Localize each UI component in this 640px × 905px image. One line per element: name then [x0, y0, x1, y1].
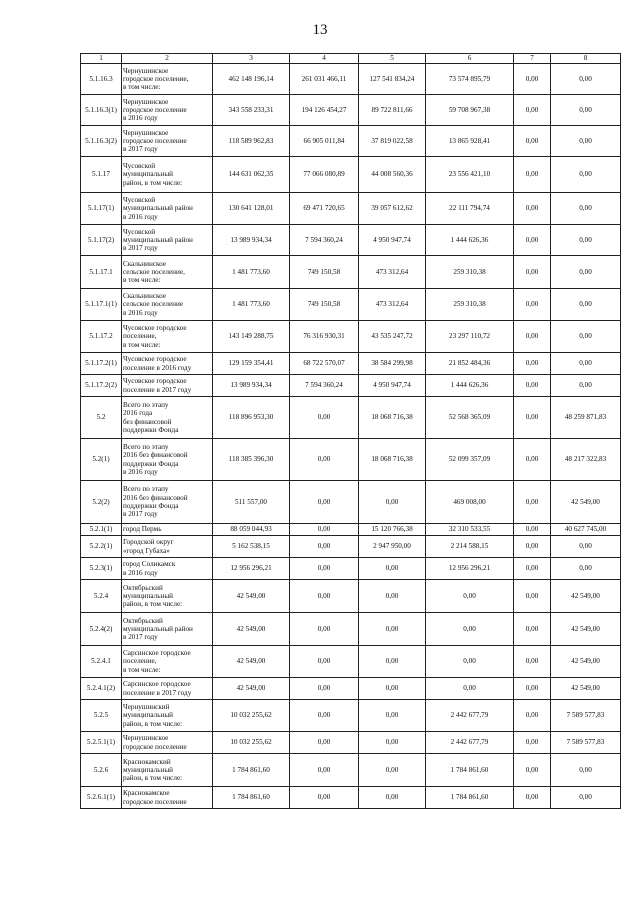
table-row [81, 289, 621, 321]
cell-col8: 40 627 745,00 [551, 524, 621, 536]
cell-col7: 0,00 [514, 64, 551, 95]
cell-col5: 18 068 716,38 [359, 397, 426, 439]
row-code: 5.1.17.1 [81, 256, 122, 289]
cell-col5: 4 950 947,74 [359, 225, 426, 256]
cell-col4: 0,00 [290, 678, 359, 700]
cell-col8: 0,00 [551, 787, 621, 809]
cell-col4: 76 316 930,31 [290, 321, 359, 353]
table-row [81, 256, 621, 289]
cell-col7: 0,00 [514, 754, 551, 787]
row-name: Скальнинское сельское поселение, в том числе: [122, 256, 213, 289]
cell-col7: 0,00 [514, 353, 551, 375]
row-code: 5.1.17(2) [81, 225, 122, 256]
cell-col7: 0,00 [514, 787, 551, 809]
cell-col5: 18 068 716,38 [359, 439, 426, 481]
table-row [81, 397, 621, 439]
cell-col3: 1 784 861,60 [213, 787, 290, 809]
table-row [81, 321, 621, 353]
row-name: Чусовское городское поселение в 2016 году [122, 353, 213, 375]
cell-col5: 0,00 [359, 580, 426, 613]
cell-col3: 10 032 255,62 [213, 700, 290, 732]
row-code: 5.2.4(2) [81, 613, 122, 646]
cell-col4: 0,00 [290, 613, 359, 646]
cell-col6: 0,00 [426, 580, 514, 613]
cell-col7: 0,00 [514, 256, 551, 289]
row-code: 5.2.5.1(1) [81, 732, 122, 754]
table-row [81, 678, 621, 700]
cell-col7: 0,00 [514, 397, 551, 439]
row-name: Сарсинское городское поселение в 2017 году [122, 678, 213, 700]
row-name: Сарсинское городское поселение, в том числе: [122, 646, 213, 678]
table-row [81, 754, 621, 787]
table-row [81, 732, 621, 754]
row-code: 5.1.17.2 [81, 321, 122, 353]
cell-col4: 0,00 [290, 700, 359, 732]
cell-col3: 143 149 288,75 [213, 321, 290, 353]
cell-col6: 0,00 [426, 613, 514, 646]
cell-col3: 118 385 396,30 [213, 439, 290, 481]
cell-col4: 194 126 454,27 [290, 95, 359, 126]
table-row [81, 225, 621, 256]
cell-col3: 129 159 354,41 [213, 353, 290, 375]
cell-col6: 73 574 895,79 [426, 64, 514, 95]
cell-col5: 39 057 612,62 [359, 193, 426, 225]
cell-col3: 1 481 773,60 [213, 256, 290, 289]
column-header: 8 [551, 54, 621, 64]
cell-col7: 0,00 [514, 678, 551, 700]
cell-col5: 38 584 299,98 [359, 353, 426, 375]
row-name: Чусовской муниципальный район в 2017 году [122, 225, 213, 256]
cell-col3: 1 784 861,60 [213, 754, 290, 787]
cell-col8: 42 549,00 [551, 646, 621, 678]
cell-col3: 1 481 773,60 [213, 289, 290, 321]
cell-col8: 0,00 [551, 289, 621, 321]
row-code: 5.1.17(1) [81, 193, 122, 225]
cell-col3: 42 549,00 [213, 613, 290, 646]
row-name: Чернушинское городское поселение в 2016 году [122, 95, 213, 126]
row-name: Скальнинское сельское поселение в 2016 году [122, 289, 213, 321]
cell-col3: 118 589 962,83 [213, 126, 290, 157]
row-name: Краснокамское городское поселение [122, 787, 213, 809]
table-row [81, 558, 621, 580]
row-name: Краснокамский муниципальный район, в том числе: [122, 754, 213, 787]
cell-col7: 0,00 [514, 524, 551, 536]
cell-col7: 0,00 [514, 439, 551, 481]
cell-col7: 0,00 [514, 289, 551, 321]
cell-col8: 0,00 [551, 375, 621, 397]
cell-col6: 469 008,00 [426, 481, 514, 524]
table-row [81, 580, 621, 613]
table-row [81, 64, 621, 95]
cell-col4: 0,00 [290, 754, 359, 787]
cell-col8: 0,00 [551, 157, 621, 193]
row-name: Чернушинское городское поселение, в том числе: [122, 64, 213, 95]
cell-col6: 259 310,38 [426, 289, 514, 321]
cell-col4: 749 150,58 [290, 289, 359, 321]
row-code: 5.2.4 [81, 580, 122, 613]
row-name: Чернушинское городское поселение в 2017 году [122, 126, 213, 157]
row-name: Октябрьский муниципальный район, в том числе: [122, 580, 213, 613]
cell-col8: 48 259 871,83 [551, 397, 621, 439]
cell-col8: 42 549,00 [551, 678, 621, 700]
cell-col6: 12 956 296,21 [426, 558, 514, 580]
row-name: Чернушинское городское поселение [122, 732, 213, 754]
cell-col3: 42 549,00 [213, 646, 290, 678]
cell-col4: 77 066 080,89 [290, 157, 359, 193]
cell-col4: 0,00 [290, 536, 359, 558]
cell-col5: 0,00 [359, 700, 426, 732]
cell-col4: 7 594 360,24 [290, 375, 359, 397]
cell-col4: 66 905 011,84 [290, 126, 359, 157]
table-header-row [81, 54, 621, 64]
cell-col5: 2 947 950,00 [359, 536, 426, 558]
cell-col6: 1 784 861,60 [426, 787, 514, 809]
cell-col5: 37 819 022,58 [359, 126, 426, 157]
cell-col8: 48 217 322,83 [551, 439, 621, 481]
table-row [81, 126, 621, 157]
row-code: 5.2.6.1(1) [81, 787, 122, 809]
table-row [81, 193, 621, 225]
cell-col3: 118 896 953,30 [213, 397, 290, 439]
cell-col4: 0,00 [290, 646, 359, 678]
table-row [81, 787, 621, 809]
cell-col7: 0,00 [514, 580, 551, 613]
column-header: 6 [426, 54, 514, 64]
cell-col3: 5 162 538,15 [213, 536, 290, 558]
column-header: 4 [290, 54, 359, 64]
cell-col6: 0,00 [426, 678, 514, 700]
column-header: 1 [81, 54, 122, 64]
cell-col7: 0,00 [514, 157, 551, 193]
cell-col7: 0,00 [514, 732, 551, 754]
cell-col6: 21 852 484,36 [426, 353, 514, 375]
cell-col5: 0,00 [359, 646, 426, 678]
cell-col8: 7 589 577,83 [551, 700, 621, 732]
cell-col5: 4 950 947,74 [359, 375, 426, 397]
row-name: Чусовское городское поселение, в том числе: [122, 321, 213, 353]
cell-col4: 0,00 [290, 481, 359, 524]
cell-col8: 42 549,00 [551, 481, 621, 524]
table-row [81, 613, 621, 646]
cell-col7: 0,00 [514, 536, 551, 558]
column-header: 5 [359, 54, 426, 64]
cell-col6: 2 214 588,15 [426, 536, 514, 558]
cell-col6: 1 444 626,36 [426, 225, 514, 256]
row-code: 5.2.4.1 [81, 646, 122, 678]
cell-col6: 1 784 861,60 [426, 754, 514, 787]
row-code: 5.1.17.2(2) [81, 375, 122, 397]
cell-col4: 0,00 [290, 558, 359, 580]
cell-col4: 749 150,58 [290, 256, 359, 289]
cell-col5: 43 535 247,72 [359, 321, 426, 353]
cell-col4: 68 722 570,07 [290, 353, 359, 375]
cell-col5: 89 722 811,66 [359, 95, 426, 126]
cell-col8: 0,00 [551, 558, 621, 580]
cell-col8: 42 549,00 [551, 580, 621, 613]
row-code: 5.2.1(1) [81, 524, 122, 536]
cell-col4: 7 594 360,24 [290, 225, 359, 256]
row-name: Всего по этапу 2016 без финансовой поддержки Фонда в 2016 году [122, 439, 213, 481]
table-row [81, 524, 621, 536]
row-code: 5.2.5 [81, 700, 122, 732]
cell-col6: 22 111 794,74 [426, 193, 514, 225]
table-row [81, 353, 621, 375]
row-name: Октябрьский муниципальный район в 2017 году [122, 613, 213, 646]
column-header: 3 [213, 54, 290, 64]
table-row [81, 536, 621, 558]
row-name: Всего по этапу 2016 без финансовой поддержки Фонда в 2017 году [122, 481, 213, 524]
row-code: 5.1.16.3(2) [81, 126, 122, 157]
cell-col5: 0,00 [359, 678, 426, 700]
cell-col4: 261 031 466,11 [290, 64, 359, 95]
cell-col5: 15 120 766,38 [359, 524, 426, 536]
cell-col5: 473 312,64 [359, 256, 426, 289]
row-code: 5.1.16.3 [81, 64, 122, 95]
cell-col8: 0,00 [551, 256, 621, 289]
cell-col8: 0,00 [551, 193, 621, 225]
row-name: Чусовской муниципальный район, в том числе: [122, 157, 213, 193]
row-name: Чусовской муниципальный район в 2016 году [122, 193, 213, 225]
cell-col6: 52 568 365,09 [426, 397, 514, 439]
row-code: 5.2.2(1) [81, 536, 122, 558]
cell-col7: 0,00 [514, 700, 551, 732]
cell-col8: 0,00 [551, 754, 621, 787]
cell-col7: 0,00 [514, 225, 551, 256]
cell-col6: 259 310,38 [426, 256, 514, 289]
cell-col4: 0,00 [290, 580, 359, 613]
row-name: Чернушинский муниципальный район, в том числе: [122, 700, 213, 732]
cell-col8: 7 589 577,83 [551, 732, 621, 754]
data-table [80, 53, 621, 809]
cell-col6: 13 865 928,41 [426, 126, 514, 157]
cell-col7: 0,00 [514, 613, 551, 646]
row-code: 5.2.4.1(2) [81, 678, 122, 700]
cell-col4: 0,00 [290, 439, 359, 481]
cell-col6: 1 444 626,36 [426, 375, 514, 397]
cell-col7: 0,00 [514, 646, 551, 678]
row-code: 5.1.17.2(1) [81, 353, 122, 375]
cell-col5: 0,00 [359, 558, 426, 580]
row-code: 5.2.3(1) [81, 558, 122, 580]
row-code: 5.1.17.1(1) [81, 289, 122, 321]
cell-col7: 0,00 [514, 481, 551, 524]
cell-col7: 0,00 [514, 193, 551, 225]
cell-col3: 462 148 196,14 [213, 64, 290, 95]
table-row [81, 700, 621, 732]
table-row [81, 95, 621, 126]
row-code: 5.1.17 [81, 157, 122, 193]
table-row [81, 646, 621, 678]
cell-col5: 473 312,64 [359, 289, 426, 321]
cell-col6: 0,00 [426, 646, 514, 678]
row-code: 5.2(2) [81, 481, 122, 524]
row-name: город Пермь [122, 524, 213, 536]
cell-col7: 0,00 [514, 95, 551, 126]
cell-col3: 13 989 934,34 [213, 375, 290, 397]
cell-col7: 0,00 [514, 375, 551, 397]
cell-col3: 88 059 044,93 [213, 524, 290, 536]
cell-col6: 2 442 677,79 [426, 700, 514, 732]
row-name: Всего по этапу 2016 года без финансовой поддержки Фонда [122, 397, 213, 439]
cell-col3: 12 956 296,21 [213, 558, 290, 580]
cell-col6: 52 099 357,09 [426, 439, 514, 481]
cell-col3: 511 557,00 [213, 481, 290, 524]
cell-col5: 0,00 [359, 754, 426, 787]
row-code: 5.1.16.3(1) [81, 95, 122, 126]
cell-col5: 0,00 [359, 481, 426, 524]
cell-col3: 42 549,00 [213, 580, 290, 613]
cell-col5: 0,00 [359, 613, 426, 646]
cell-col7: 0,00 [514, 126, 551, 157]
cell-col5: 44 008 560,36 [359, 157, 426, 193]
cell-col3: 144 631 062,35 [213, 157, 290, 193]
cell-col8: 0,00 [551, 95, 621, 126]
cell-col4: 0,00 [290, 732, 359, 754]
table-row [81, 439, 621, 481]
cell-col8: 0,00 [551, 225, 621, 256]
cell-col7: 0,00 [514, 558, 551, 580]
cell-col8: 0,00 [551, 353, 621, 375]
row-name: Чусовское городское поселение в 2017 году [122, 375, 213, 397]
row-code: 5.2(1) [81, 439, 122, 481]
cell-col4: 0,00 [290, 524, 359, 536]
cell-col6: 32 310 533,55 [426, 524, 514, 536]
column-header: 7 [514, 54, 551, 64]
cell-col3: 42 549,00 [213, 678, 290, 700]
cell-col8: 42 549,00 [551, 613, 621, 646]
cell-col8: 0,00 [551, 126, 621, 157]
cell-col7: 0,00 [514, 321, 551, 353]
row-name: город Соликамск в 2016 году [122, 558, 213, 580]
cell-col6: 23 297 110,72 [426, 321, 514, 353]
table-row [81, 481, 621, 524]
cell-col3: 13 989 934,34 [213, 225, 290, 256]
cell-col4: 69 471 720,65 [290, 193, 359, 225]
cell-col8: 0,00 [551, 536, 621, 558]
cell-col5: 0,00 [359, 732, 426, 754]
page-number: 13 [312, 22, 328, 38]
cell-col8: 0,00 [551, 64, 621, 95]
cell-col3: 130 641 128,01 [213, 193, 290, 225]
column-header: 2 [122, 54, 213, 64]
table-row [81, 375, 621, 397]
cell-col5: 127 541 834,24 [359, 64, 426, 95]
cell-col4: 0,00 [290, 787, 359, 809]
cell-col6: 2 442 677,79 [426, 732, 514, 754]
row-code: 5.2 [81, 397, 122, 439]
cell-col3: 343 558 233,31 [213, 95, 290, 126]
cell-col3: 10 032 255,62 [213, 732, 290, 754]
cell-col6: 59 708 967,38 [426, 95, 514, 126]
cell-col4: 0,00 [290, 397, 359, 439]
cell-col5: 0,00 [359, 787, 426, 809]
row-name: Городской округ «город Губаха» [122, 536, 213, 558]
table-row [81, 157, 621, 193]
cell-col8: 0,00 [551, 321, 621, 353]
row-code: 5.2.6 [81, 754, 122, 787]
cell-col6: 23 556 421,10 [426, 157, 514, 193]
